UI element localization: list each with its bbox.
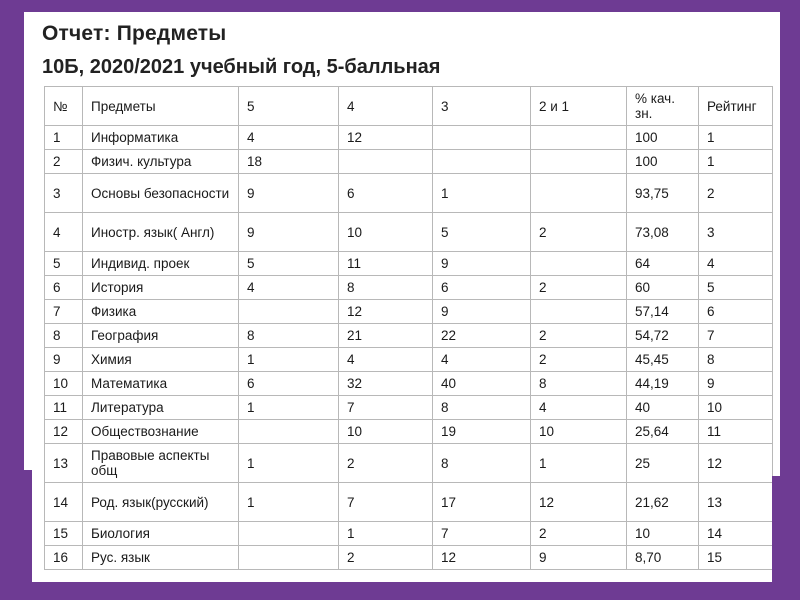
cell-subject: Математика bbox=[83, 372, 239, 396]
cell-quality-percent: 8,70 bbox=[627, 546, 699, 570]
cell-grade-4: 6 bbox=[339, 174, 433, 213]
cell-grade-3: 17 bbox=[433, 483, 531, 522]
cell-grade-2-and-1: 2 bbox=[531, 276, 627, 300]
cell-grade-3: 22 bbox=[433, 324, 531, 348]
cell-rating: 14 bbox=[699, 522, 773, 546]
header-grade-3: 3 bbox=[433, 87, 531, 126]
cell-number: 16 bbox=[45, 546, 83, 570]
cell-quality-percent: 100 bbox=[627, 126, 699, 150]
cell-grade-5 bbox=[239, 546, 339, 570]
table-row bbox=[45, 522, 773, 546]
cell-grade-2-and-1 bbox=[531, 252, 627, 276]
cell-grade-3: 19 bbox=[433, 420, 531, 444]
cell-quality-percent: 45,45 bbox=[627, 348, 699, 372]
cell-grade-2-and-1 bbox=[531, 174, 627, 213]
cell-rating: 1 bbox=[699, 150, 773, 174]
cell-rating: 12 bbox=[699, 444, 773, 483]
cell-subject: Химия bbox=[83, 348, 239, 372]
cell-rating: 5 bbox=[699, 276, 773, 300]
cell-grade-5: 8 bbox=[239, 324, 339, 348]
cell-grade-5 bbox=[239, 300, 339, 324]
cell-grade-5 bbox=[239, 420, 339, 444]
table-row bbox=[45, 483, 773, 522]
cell-grade-2-and-1: 2 bbox=[531, 348, 627, 372]
report-subtitle: 10Б, 2020/2021 учебный год, 5-балльная bbox=[42, 56, 441, 78]
cell-quality-percent: 40 bbox=[627, 396, 699, 420]
cell-grade-5: 5 bbox=[239, 252, 339, 276]
table-header-row bbox=[45, 87, 773, 126]
cell-grade-5: 6 bbox=[239, 372, 339, 396]
cell-grade-4: 7 bbox=[339, 396, 433, 420]
cell-grade-3: 9 bbox=[433, 252, 531, 276]
cell-grade-5: 9 bbox=[239, 213, 339, 252]
cell-subject: Литература bbox=[83, 396, 239, 420]
cell-grade-3: 5 bbox=[433, 213, 531, 252]
cell-grade-4: 8 bbox=[339, 276, 433, 300]
table-row bbox=[45, 150, 773, 174]
cell-rating: 15 bbox=[699, 546, 773, 570]
cell-number: 4 bbox=[45, 213, 83, 252]
table-row bbox=[45, 546, 773, 570]
cell-grade-4: 10 bbox=[339, 213, 433, 252]
cell-grade-4: 11 bbox=[339, 252, 433, 276]
cell-number: 5 bbox=[45, 252, 83, 276]
cell-quality-percent: 73,08 bbox=[627, 213, 699, 252]
frame-decoration-left bbox=[24, 470, 32, 582]
cell-number: 15 bbox=[45, 522, 83, 546]
cell-quality-percent: 44,19 bbox=[627, 372, 699, 396]
cell-grade-4: 1 bbox=[339, 522, 433, 546]
cell-grade-5: 9 bbox=[239, 174, 339, 213]
cell-quality-percent: 25 bbox=[627, 444, 699, 483]
cell-grade-5: 4 bbox=[239, 126, 339, 150]
cell-grade-2-and-1: 10 bbox=[531, 420, 627, 444]
table-body bbox=[45, 126, 773, 570]
cell-subject: Физич. культура bbox=[83, 150, 239, 174]
cell-grade-3: 12 bbox=[433, 546, 531, 570]
cell-number: 10 bbox=[45, 372, 83, 396]
cell-subject: Основы безопасности bbox=[83, 174, 239, 213]
cell-quality-percent: 21,62 bbox=[627, 483, 699, 522]
header-grade-5: 5 bbox=[239, 87, 339, 126]
cell-number: 7 bbox=[45, 300, 83, 324]
cell-number: 11 bbox=[45, 396, 83, 420]
cell-grade-3: 6 bbox=[433, 276, 531, 300]
cell-rating: 8 bbox=[699, 348, 773, 372]
cell-grade-2-and-1: 2 bbox=[531, 324, 627, 348]
cell-quality-percent: 93,75 bbox=[627, 174, 699, 213]
cell-grade-5: 1 bbox=[239, 396, 339, 420]
cell-grade-2-and-1: 8 bbox=[531, 372, 627, 396]
cell-number: 9 bbox=[45, 348, 83, 372]
cell-grade-4: 2 bbox=[339, 546, 433, 570]
frame-decoration-right bbox=[772, 476, 780, 582]
cell-grade-4: 10 bbox=[339, 420, 433, 444]
cell-rating: 9 bbox=[699, 372, 773, 396]
cell-number: 13 bbox=[45, 444, 83, 483]
cell-grade-3: 8 bbox=[433, 396, 531, 420]
cell-grade-5: 1 bbox=[239, 483, 339, 522]
cell-grade-4: 7 bbox=[339, 483, 433, 522]
cell-subject: Иностр. язык( Англ) bbox=[83, 213, 239, 252]
cell-rating: 11 bbox=[699, 420, 773, 444]
cell-quality-percent: 25,64 bbox=[627, 420, 699, 444]
cell-grade-3: 4 bbox=[433, 348, 531, 372]
cell-quality-percent: 100 bbox=[627, 150, 699, 174]
cell-quality-percent: 64 bbox=[627, 252, 699, 276]
cell-number: 2 bbox=[45, 150, 83, 174]
header-grade-2-and-1: 2 и 1 bbox=[531, 87, 627, 126]
cell-grade-2-and-1: 12 bbox=[531, 483, 627, 522]
cell-subject: Обществознание bbox=[83, 420, 239, 444]
cell-number: 3 bbox=[45, 174, 83, 213]
table-row bbox=[45, 213, 773, 252]
cell-grade-4: 12 bbox=[339, 126, 433, 150]
table-row bbox=[45, 252, 773, 276]
cell-grade-2-and-1 bbox=[531, 300, 627, 324]
cell-grade-3: 40 bbox=[433, 372, 531, 396]
cell-grade-3: 7 bbox=[433, 522, 531, 546]
cell-subject: Индивид. проек bbox=[83, 252, 239, 276]
cell-grade-5: 1 bbox=[239, 348, 339, 372]
cell-quality-percent: 10 bbox=[627, 522, 699, 546]
cell-quality-percent: 54,72 bbox=[627, 324, 699, 348]
cell-rating: 6 bbox=[699, 300, 773, 324]
header-grade-4: 4 bbox=[339, 87, 433, 126]
cell-number: 1 bbox=[45, 126, 83, 150]
cell-grade-3 bbox=[433, 126, 531, 150]
table-row bbox=[45, 396, 773, 420]
cell-grade-4: 32 bbox=[339, 372, 433, 396]
cell-quality-percent: 57,14 bbox=[627, 300, 699, 324]
cell-grade-5: 4 bbox=[239, 276, 339, 300]
cell-grade-2-and-1 bbox=[531, 126, 627, 150]
cell-grade-4 bbox=[339, 150, 433, 174]
cell-rating: 4 bbox=[699, 252, 773, 276]
cell-grade-3: 1 bbox=[433, 174, 531, 213]
cell-grade-4: 4 bbox=[339, 348, 433, 372]
cell-grade-3 bbox=[433, 150, 531, 174]
cell-grade-2-and-1: 9 bbox=[531, 546, 627, 570]
cell-grade-4: 21 bbox=[339, 324, 433, 348]
cell-grade-3: 9 bbox=[433, 300, 531, 324]
cell-rating: 7 bbox=[699, 324, 773, 348]
cell-grade-4: 12 bbox=[339, 300, 433, 324]
table-row bbox=[45, 174, 773, 213]
cell-subject: Физика bbox=[83, 300, 239, 324]
cell-grade-5 bbox=[239, 522, 339, 546]
table-row bbox=[45, 372, 773, 396]
header-rating: Рейтинг bbox=[699, 87, 773, 126]
cell-subject: Род. язык(русский) bbox=[83, 483, 239, 522]
cell-number: 6 bbox=[45, 276, 83, 300]
cell-rating: 2 bbox=[699, 174, 773, 213]
table-row bbox=[45, 126, 773, 150]
cell-grade-2-and-1: 4 bbox=[531, 396, 627, 420]
table-row bbox=[45, 444, 773, 483]
cell-number: 12 bbox=[45, 420, 83, 444]
cell-quality-percent: 60 bbox=[627, 276, 699, 300]
report-slide bbox=[24, 12, 780, 582]
cell-rating: 10 bbox=[699, 396, 773, 420]
header-number: № bbox=[45, 87, 83, 126]
cell-subject: Рус. язык bbox=[83, 546, 239, 570]
cell-number: 14 bbox=[45, 483, 83, 522]
cell-number: 8 bbox=[45, 324, 83, 348]
cell-subject: Информатика bbox=[83, 126, 239, 150]
cell-subject: История bbox=[83, 276, 239, 300]
cell-rating: 1 bbox=[699, 126, 773, 150]
cell-subject: География bbox=[83, 324, 239, 348]
cell-grade-2-and-1: 1 bbox=[531, 444, 627, 483]
table-row bbox=[45, 300, 773, 324]
cell-grade-5: 1 bbox=[239, 444, 339, 483]
subjects-table bbox=[44, 86, 773, 570]
report-title: Отчет: Предметы bbox=[42, 22, 227, 45]
header-subject: Предметы bbox=[83, 87, 239, 126]
cell-grade-3: 8 bbox=[433, 444, 531, 483]
cell-grade-2-and-1: 2 bbox=[531, 213, 627, 252]
cell-grade-2-and-1 bbox=[531, 150, 627, 174]
table-row bbox=[45, 348, 773, 372]
cell-grade-4: 2 bbox=[339, 444, 433, 483]
cell-grade-2-and-1: 2 bbox=[531, 522, 627, 546]
cell-rating: 3 bbox=[699, 213, 773, 252]
header-quality-percent: % кач. зн. bbox=[627, 87, 699, 126]
cell-subject: Биология bbox=[83, 522, 239, 546]
table-row bbox=[45, 420, 773, 444]
cell-rating: 13 bbox=[699, 483, 773, 522]
table-row bbox=[45, 276, 773, 300]
cell-grade-5: 18 bbox=[239, 150, 339, 174]
cell-subject: Правовые аспекты общ bbox=[83, 444, 239, 483]
table-row bbox=[45, 324, 773, 348]
